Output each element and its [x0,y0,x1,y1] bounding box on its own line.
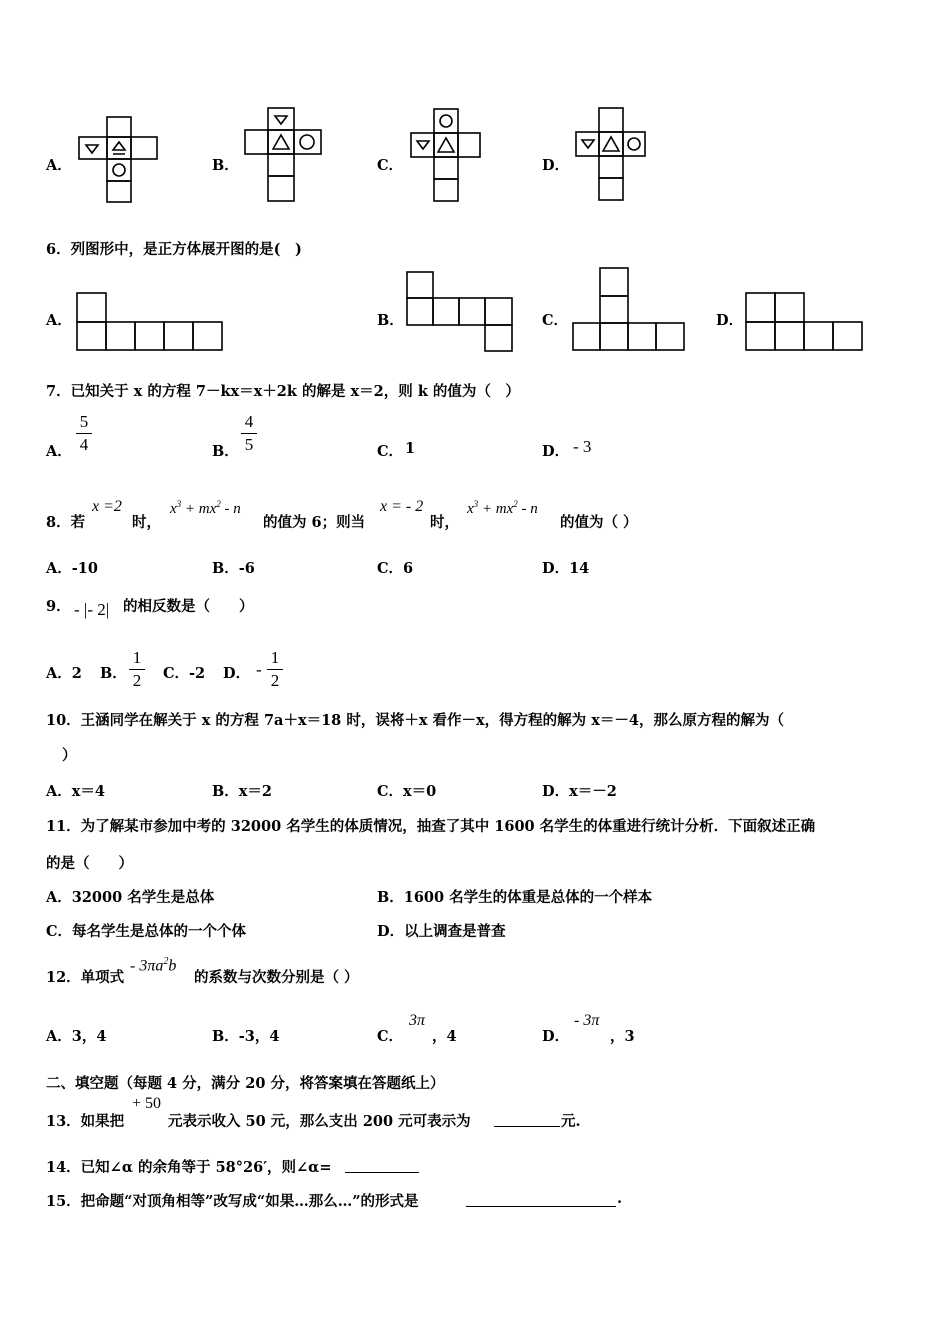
q6-option-d-figure [745,292,867,352]
q10-stem-line1: 10．王涵同学在解关于 x 的方程 7a＋x＝18 时，误将＋x 看作－x，得方程的解为 x＝－4，那么原方程的解为（ [46,712,784,729]
q12-option-c-tail: ，4 [432,1028,457,1045]
q13-expression: + 50 [132,1095,162,1112]
q12-stem: 的系数与次数分别是（ ） [194,969,359,986]
q8-text-3: 时， [430,514,459,531]
heart-symbol [86,145,98,153]
q10-option-c[interactable]: C．x＝0 [377,783,437,800]
q9-option-a[interactable]: A．2 [46,665,82,682]
q13-prefix: 13．如果把 [46,1113,125,1130]
q6-stem: 6．列图形中，是正方体展开图的是( ) [46,241,302,258]
q7-option-b-fraction [241,412,257,455]
q9-d-numerator: 1 [270,648,280,667]
q8-expression-1: $x^3 + mx^2 - n$ [170,499,241,517]
q7-option-c-value: 1 [405,440,416,457]
q10-option-a[interactable]: A．x＝4 [46,783,105,800]
q5-option-d-figure [575,107,649,203]
q7-stem: 7．已知关于 x 的方程 7－kx＝x＋2k 的解是 x＝2，则 k 的值为（ ） [46,383,520,400]
q7-a-numerator: 5 [79,412,89,431]
q6-option-b-figure [406,271,516,353]
section-heading: 二、填空题（每题 4 分，满分 20 分，将答案填在答题纸上） [46,1075,445,1092]
q11-option-a[interactable]: A．32000 名学生是总体 [46,889,215,906]
q8-option-c[interactable]: C．6 [377,560,414,577]
q12-option-b[interactable]: B．-3，4 [212,1028,280,1045]
q7-a-denominator: 4 [79,435,89,454]
q6-option-d-label[interactable]: D． [716,312,744,329]
q6-option-b-label[interactable]: B． [377,312,404,329]
q12-option-c-label[interactable]: C． [377,1028,404,1045]
q6-option-c-figure [572,267,688,353]
q6-option-a-figure [76,292,224,352]
q5-option-b-figure [244,107,324,203]
q10-option-d[interactable]: D．x＝－2 [542,783,617,800]
q5-option-a-figure [78,116,160,204]
q5-option-a-label[interactable]: A． [46,157,72,174]
q12-option-d-expression: - 3π [574,1012,600,1029]
q9-b-denominator: 2 [132,671,142,690]
q11-option-b[interactable]: B．1600 名学生的体重是总体的一个样本 [377,889,653,906]
q7-option-c-label[interactable]: C． [377,443,404,460]
q15-answer-blank[interactable] [466,1194,616,1207]
q7-b-numerator: 4 [244,412,254,431]
q8-number: 8．若 [46,514,86,531]
q11-option-c[interactable]: C．每名学生是总体的一个个体 [46,923,247,940]
q14-answer-blank[interactable] [345,1160,419,1173]
q11-stem-line2: 的是（ ） [46,855,133,872]
q8-text-4: 的值为（ ） [560,514,638,531]
q8-condition-1: x =2 [92,498,122,515]
q8-option-a[interactable]: A．-10 [46,560,98,577]
q9-option-b-fraction [129,648,145,691]
q8-text-1: 时， [132,514,161,531]
q14-text: 14．已知∠α 的余角等于 58°26′，则∠α= [46,1159,332,1176]
q11-option-d[interactable]: D．以上调查是普查 [377,923,506,940]
q5-option-c-figure [410,108,484,204]
q11-stem-line1: 11．为了解某市参加中考的 32000 名学生的体质情况，抽查了其中 1600 名学生的体重进行统计分析．下面叙述正确 [46,818,816,835]
q9-option-d-label[interactable]: D． [223,665,251,682]
q7-option-a-fraction [76,412,92,455]
q8-text-2: 的值为 6；则当 [263,514,366,531]
q7-b-denominator: 5 [244,435,254,454]
q9-option-d-sign: - [256,660,262,679]
q9-option-b-label[interactable]: B． [100,665,127,682]
q9-d-denominator: 2 [270,671,280,690]
q9-option-d-fraction [267,648,283,691]
q9-stem: 的相反数是（ ） [123,598,254,615]
q12-expression: - $3\pi a^2b$ [130,956,177,975]
q12-option-d-label[interactable]: D． [542,1028,570,1045]
q9-expression: - |- 2| [74,600,110,619]
q7-option-a-label[interactable]: A． [46,443,72,460]
q5-option-c-label[interactable]: C． [377,157,404,174]
q6-option-a-label[interactable]: A． [46,312,72,329]
q8-condition-2: x = - 2 [380,498,424,515]
q10-stem-line2: ） [62,747,77,764]
q12-number: 12．单项式 [46,969,125,986]
q15-end: . [617,1190,623,1207]
q13-text: 元表示收入 50 元，那么支出 200 元可表示为 [168,1113,471,1130]
q7-option-d-value: - 3 [573,437,592,456]
q8-expression-2: $x^3 + mx^2 - n$ [467,499,538,517]
q13-end: 元. [561,1113,581,1130]
q7-option-d-label[interactable]: D． [542,443,570,460]
q13-answer-blank[interactable] [494,1114,560,1127]
q9-b-numerator: 1 [132,648,142,667]
q8-option-b[interactable]: B．-6 [212,560,255,577]
q9-number: 9． [46,598,71,615]
q12-option-c-expression: 3π [409,1012,426,1029]
q5-option-b-label[interactable]: B． [212,157,239,174]
q9-option-c[interactable]: C．-2 [163,665,206,682]
q15-text: 15．把命题“对顶角相等”改写成“如果…那么…”的形式是 [46,1193,419,1210]
q6-option-c-label[interactable]: C． [542,312,569,329]
q12-option-a[interactable]: A．3，4 [46,1028,107,1045]
q8-option-d[interactable]: D．14 [542,560,590,577]
q5-option-d-label[interactable]: D． [542,157,570,174]
q7-option-b-label[interactable]: B． [212,443,239,460]
q12-option-d-tail: ，3 [610,1028,635,1045]
q10-option-b[interactable]: B．x＝2 [212,783,272,800]
